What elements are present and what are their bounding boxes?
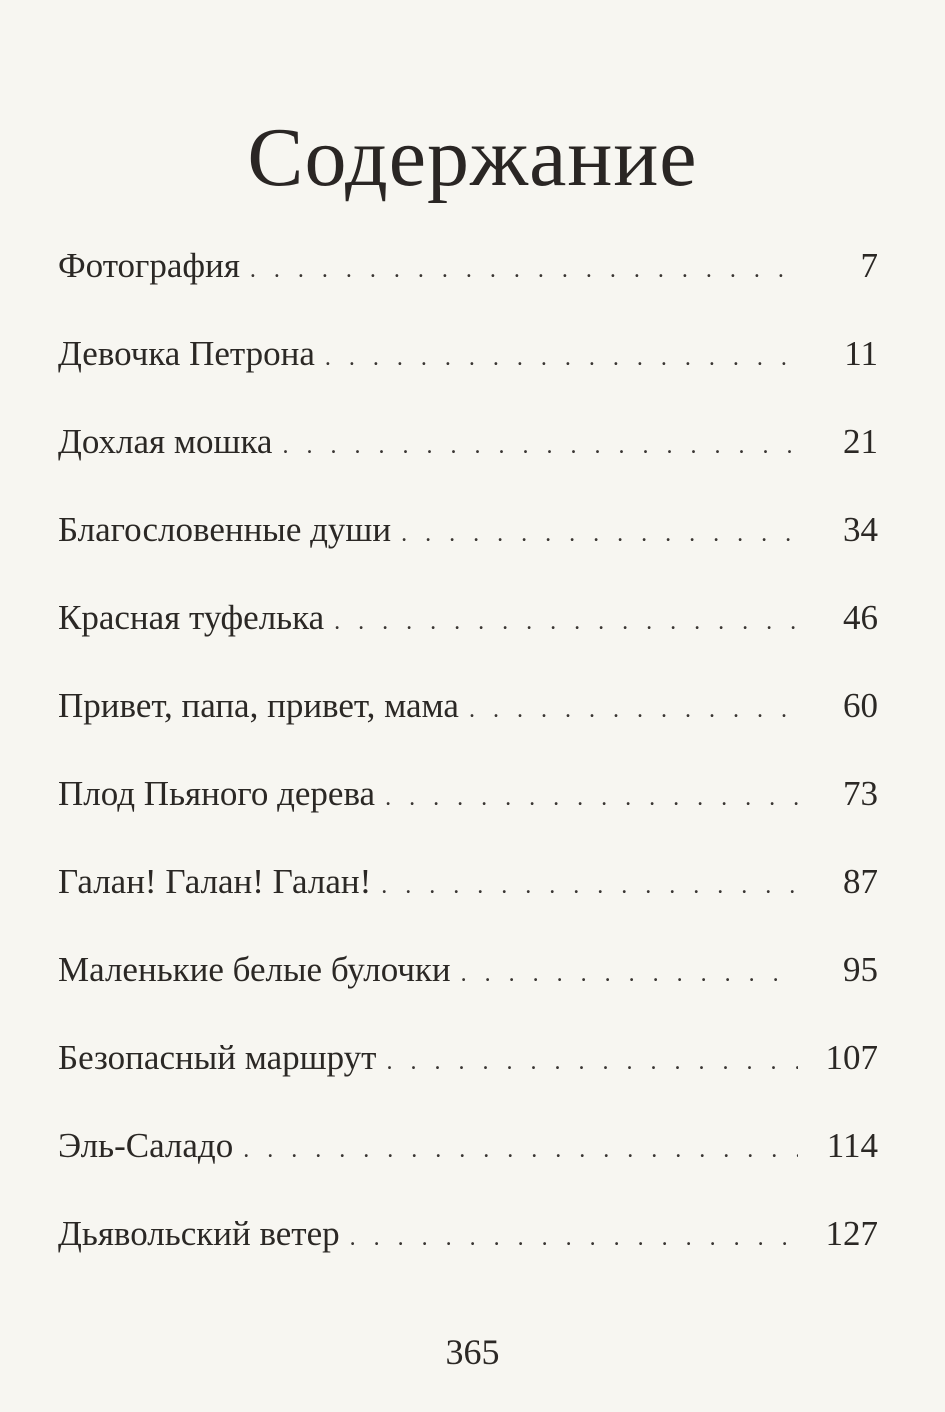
toc-entry <box>58 588 878 676</box>
dot-leader <box>469 680 798 740</box>
toc-entry-title: Плод Пьяного дерева <box>58 774 376 813</box>
toc-entry-title: Дьявольский ветер <box>58 1214 340 1253</box>
dot-leader <box>385 768 798 828</box>
page-title: Содержание <box>247 111 698 204</box>
toc-entry-page: 11 <box>844 334 878 373</box>
toc-entry-page: 87 <box>843 862 878 901</box>
toc-entry-page: 60 <box>843 686 878 725</box>
page-number: 365 <box>445 1332 500 1372</box>
table-of-contents <box>58 236 878 1292</box>
dot-leader <box>386 1032 798 1092</box>
toc-entry <box>58 324 878 412</box>
toc-entry-title: Девочка Петрона <box>58 334 315 373</box>
dot-leader <box>350 1208 798 1268</box>
dot-leader <box>401 504 798 564</box>
toc-entry <box>58 852 878 940</box>
toc-entry <box>58 1028 878 1116</box>
dot-leader <box>282 416 798 476</box>
toc-entry-title: Маленькие белые булочки <box>58 950 451 989</box>
toc-entry-title: Благословенные души <box>58 510 392 549</box>
toc-entry <box>58 412 878 500</box>
toc-entry-page: 7 <box>860 246 878 285</box>
toc-entry-page: 73 <box>843 774 878 813</box>
toc-entry <box>58 500 878 588</box>
toc-entry-page: 114 <box>826 1126 878 1165</box>
dot-leader <box>243 1120 798 1180</box>
toc-entry-page: 46 <box>843 598 878 637</box>
toc-entry-title: Безопасный маршрут <box>58 1038 377 1077</box>
toc-entry-title: Галан! Галан! Галан! <box>58 862 372 901</box>
toc-entry <box>58 1204 878 1292</box>
toc-entry-title: Дохлая мошка <box>58 422 273 461</box>
toc-entry-page: 95 <box>843 950 878 989</box>
toc-entry-title: Привет, папа, привет, мама <box>58 686 459 725</box>
toc-entry <box>58 940 878 1028</box>
toc-entry-page: 127 <box>825 1214 878 1253</box>
toc-entry <box>58 236 878 324</box>
toc-entry-title: Красная туфелька <box>58 598 325 637</box>
toc-entry-title: Фотография <box>58 246 240 285</box>
toc-entry <box>58 764 878 852</box>
toc-entry <box>58 1116 878 1204</box>
toc-entry-page: 34 <box>843 510 878 549</box>
dot-leader <box>461 944 798 1004</box>
toc-entry-title: Эль-Саладо <box>58 1126 234 1165</box>
dot-leader <box>325 328 798 388</box>
toc-entry-page: 21 <box>843 422 878 461</box>
dot-leader <box>250 240 798 300</box>
dot-leader <box>381 856 798 916</box>
dot-leader <box>334 592 798 652</box>
toc-entry <box>58 676 878 764</box>
toc-entry-page: 107 <box>825 1038 878 1077</box>
